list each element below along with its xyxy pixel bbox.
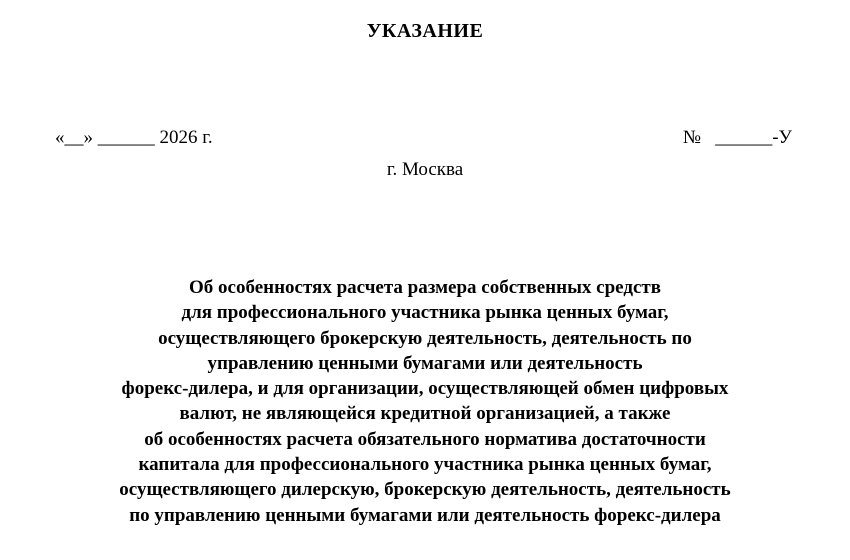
title-line: валют, не являющейся кредитной организацией, а также bbox=[179, 403, 671, 425]
title-line: осуществляющего брокерскую деятельность, деятельность по bbox=[158, 327, 692, 349]
title-line: Об особенностях расчета размера собственных средств bbox=[189, 277, 661, 298]
document-type-heading: УКАЗАНИЕ bbox=[366, 20, 484, 42]
document-number-field: № ______-У bbox=[682, 127, 792, 148]
title-line: по управлению ценными бумагами или деятельность форекс-дилера bbox=[129, 504, 721, 526]
city-label: г. Москва bbox=[386, 159, 464, 180]
title-line: об особенностях расчета обязательного норматива достаточности bbox=[144, 428, 706, 450]
document-title bbox=[0, 275, 850, 528]
date-field: «__» ______ 2026 г. bbox=[55, 127, 213, 148]
title-line: управлению ценными бумагами или деятельность bbox=[207, 352, 643, 374]
title-line: форекс-дилера, и для организации, осуществляющей обмен цифровых bbox=[121, 378, 729, 400]
title-line: капитала для профессионального участника рынка ценных бумаг, bbox=[138, 454, 712, 476]
title-line: для профессионального участника рынка ценных бумаг, bbox=[181, 302, 669, 324]
title-line: осуществляющего дилерскую, брокерскую деятельность, деятельность bbox=[119, 479, 731, 501]
